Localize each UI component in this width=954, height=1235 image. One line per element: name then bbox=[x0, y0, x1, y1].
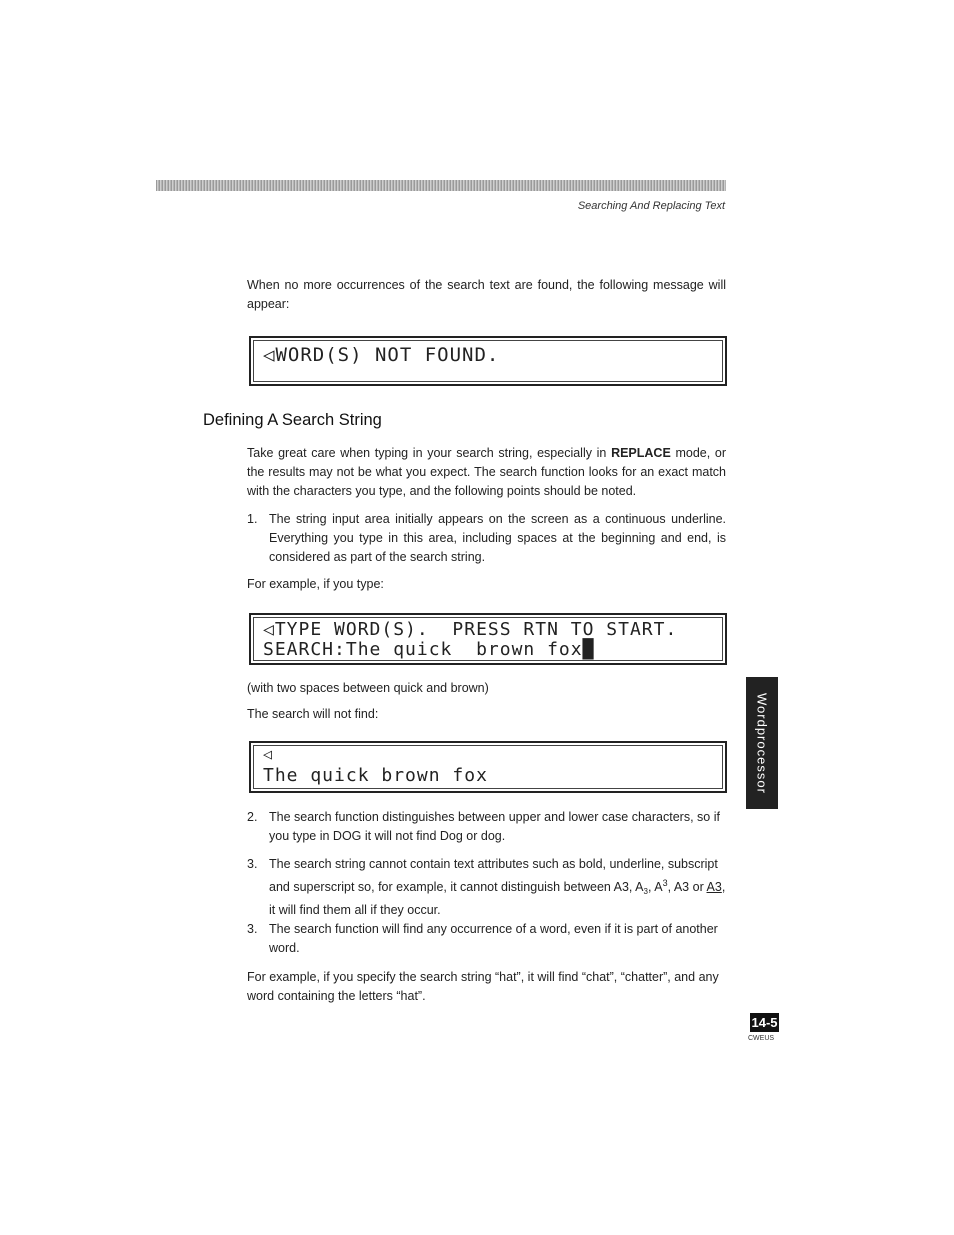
list-item-4 bbox=[247, 920, 726, 958]
screen-not-found bbox=[249, 336, 727, 386]
paragraph-care bbox=[247, 444, 726, 501]
screen-line: ◁ bbox=[263, 745, 274, 763]
subscript: 3 bbox=[643, 887, 648, 896]
list-text: The search function distinguishes between upper and lower case characters, so if you type in DOG it will not find Dog or dog. bbox=[269, 810, 720, 843]
screen-line: ◁TYPE WORD(S). PRESS RTN TO START. bbox=[263, 619, 678, 640]
list-number: 1. bbox=[247, 512, 258, 526]
running-head: Searching And Replacing Text bbox=[577, 200, 725, 212]
list-item-3 bbox=[247, 855, 726, 920]
page-number: 14-5 bbox=[751, 1015, 778, 1030]
underlined-text: A3 bbox=[706, 880, 722, 894]
para-text: Take great care when typing in your search string, especially in bbox=[247, 446, 612, 460]
not-find-text: The search will not find: bbox=[247, 707, 379, 721]
screen-line: SEARCH:The quick brown fox█ bbox=[263, 639, 595, 660]
screen-line: The quick brown fox bbox=[263, 765, 488, 786]
list-text: The string input area initially appears on the screen as a continuous underline. Everything you type in this area, including spaces at the beginning and end, is considered as part of the search string. bbox=[269, 512, 726, 564]
section-heading: Defining A Search String bbox=[203, 411, 382, 429]
intro-paragraph: When no more occurrences of the search text are found, the following message will appear: bbox=[247, 278, 726, 311]
example-intro: For example, if you type: bbox=[247, 577, 384, 591]
list-number: 3. bbox=[247, 857, 258, 871]
superscript: 3 bbox=[662, 878, 668, 888]
screen-quick-brown-fox bbox=[249, 741, 727, 793]
list-text: The search function will find any occurrence of a word, even if it is part of another word. bbox=[269, 922, 718, 955]
page-code: CWEUS bbox=[748, 1035, 775, 1042]
list-number: 3. bbox=[247, 922, 258, 936]
list-number: 2. bbox=[247, 810, 258, 824]
list-item-1 bbox=[247, 510, 726, 567]
screen-type-words bbox=[249, 613, 727, 665]
section-tab bbox=[746, 677, 778, 809]
replace-keyword: REPLACE bbox=[611, 446, 671, 460]
text-run: The search string cannot contain text attributes such as bold, underline, subscript and superscript so, for example, it cannot distinguish between A3, A bbox=[269, 857, 718, 894]
screen-line: ◁WORD(S) NOT FOUND. bbox=[263, 344, 500, 366]
header-rule bbox=[156, 180, 726, 191]
final-paragraph: For example, if you specify the search string “hat”, it will find “chat”, “chatter”, and any word containing the letters “hat”. bbox=[247, 970, 719, 1003]
caption-spaces: (with two spaces between quick and brown) bbox=[247, 681, 489, 695]
para-text: mode, or the results may not be what you expect. The search function looks for an exact match with the characters you type, and the following points should be noted. bbox=[247, 446, 726, 498]
list-item-2 bbox=[247, 808, 726, 846]
text-run: , A bbox=[647, 880, 663, 894]
text-run: , it will find them all if they occur. bbox=[269, 880, 726, 917]
section-tab-label: Wordprocessor bbox=[754, 692, 770, 794]
list-text bbox=[269, 855, 726, 920]
text-run: , A3 or bbox=[667, 880, 707, 894]
